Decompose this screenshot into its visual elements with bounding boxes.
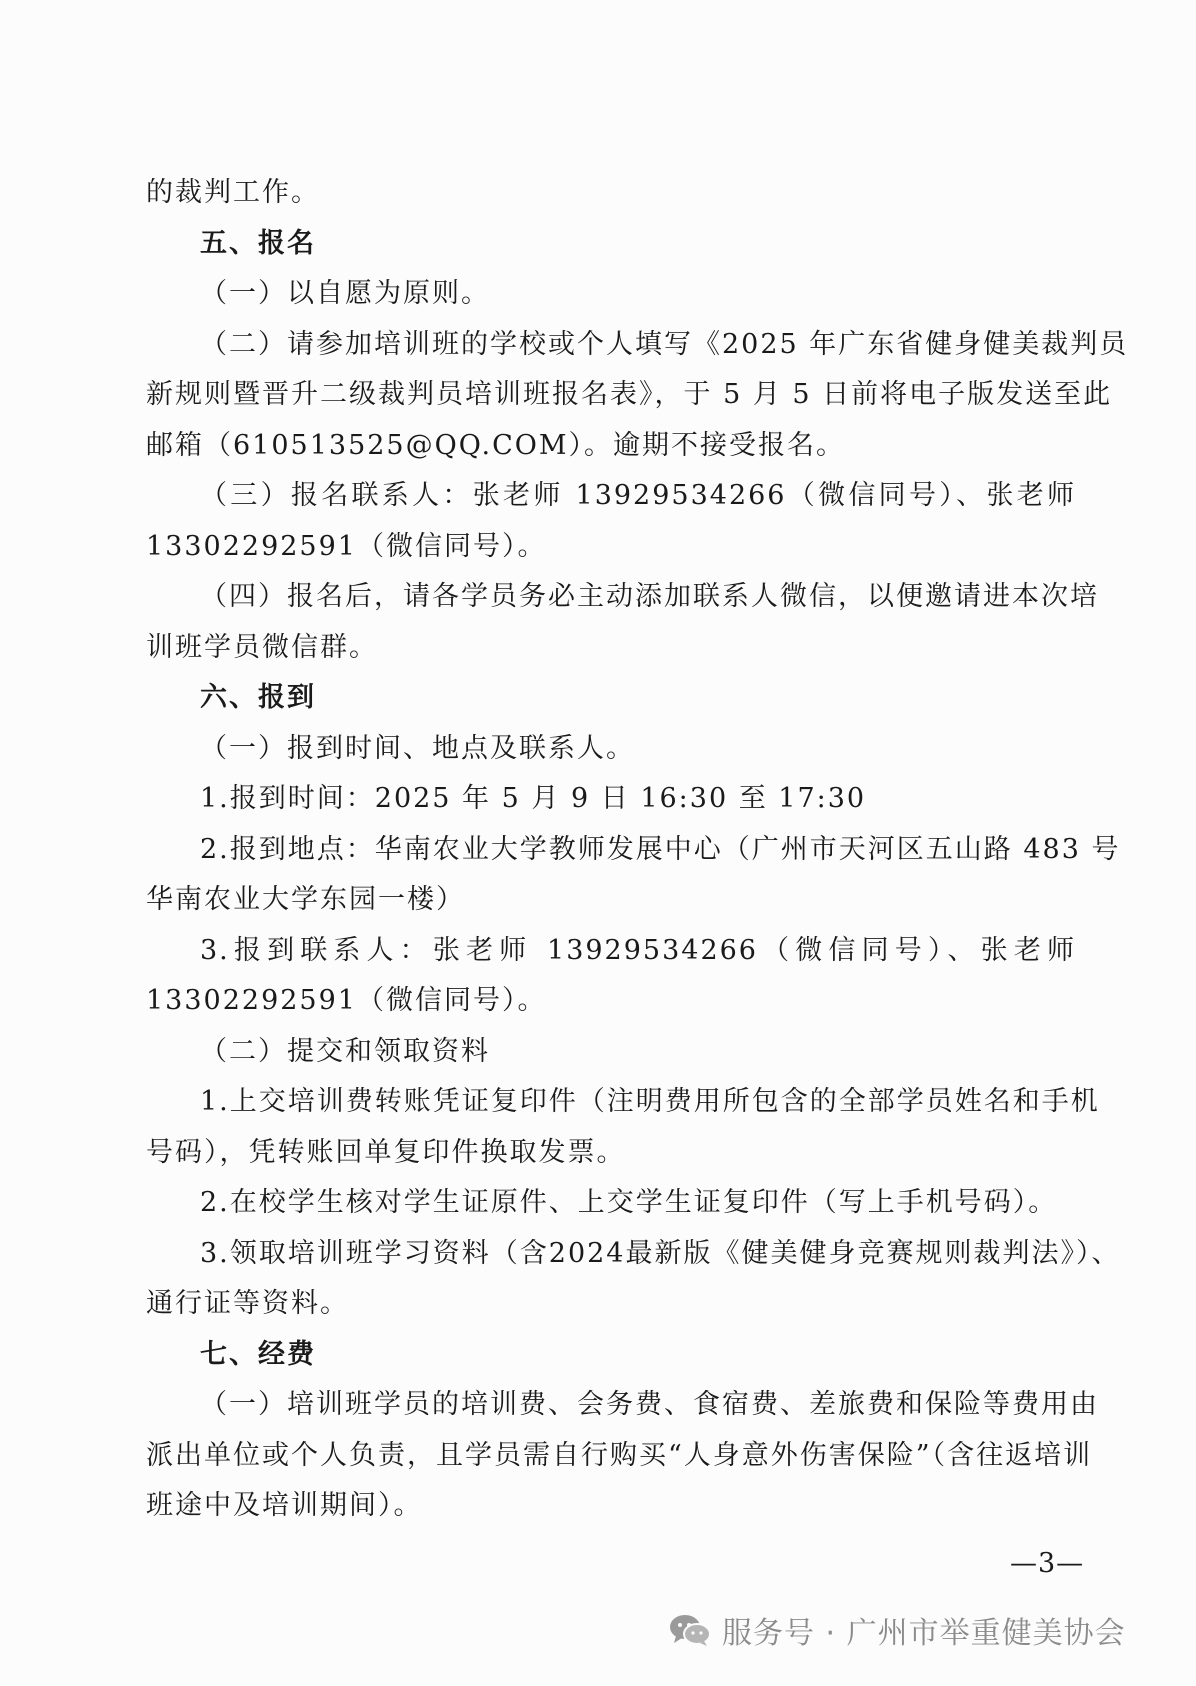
paragraph-line: 邮箱（610513525@QQ.COM）。逾期不接受报名。 bbox=[146, 429, 846, 461]
paragraph-line: （二）请参加培训班的学校或个人填写《2025 年广东省健身健美裁判员 bbox=[200, 328, 1129, 360]
paragraph-line: （一）培训班学员的培训费、会务费、食宿费、差旅费和保险等费用由 bbox=[200, 1389, 1099, 1420]
section-heading: 五、报名 bbox=[200, 227, 316, 259]
paragraph-line: 1.上交培训费转账凭证复印件（注明费用所包含的全部学员姓名和手机 bbox=[200, 1086, 1100, 1117]
paragraph-line: 的裁判工作。 bbox=[146, 177, 320, 208]
paragraph-line: 13302292591（微信同号）。 bbox=[146, 530, 547, 562]
section-heading: 六、报到 bbox=[200, 682, 316, 713]
paragraph-line: （一）报到时间、地点及联系人。 bbox=[200, 732, 635, 764]
paragraph-line: 通行证等资料。 bbox=[146, 1288, 349, 1319]
paragraph-line: 2.报到地点：华南农业大学教师发展中心（广州市天河区五山路 483 号 bbox=[200, 833, 1121, 865]
wechat-icon bbox=[668, 1612, 712, 1648]
watermark-text: 服务号 · 广州市举重健美协会 bbox=[722, 1616, 1126, 1651]
document-body bbox=[146, 168, 1129, 1532]
paragraph-line: 新规则暨晋升二级裁判员培训班报名表》，于 5 月 5 日前将电子版发送至此 bbox=[146, 379, 1113, 410]
paragraph-line: （二）提交和领取资料 bbox=[200, 1035, 490, 1067]
watermark bbox=[668, 1608, 1126, 1652]
paragraph-line: 号码），凭转账回单复印件换取发票。 bbox=[146, 1136, 626, 1168]
paragraph-line: 华南农业大学东园一楼） bbox=[146, 884, 465, 915]
paragraph-line: 1.报到时间：2025 年 5 月 9 日 16:30 至 17:30 bbox=[200, 783, 867, 814]
paragraph-line: 班途中及培训期间）。 bbox=[146, 1490, 423, 1521]
paragraph-line: （四）报名后，请各学员务必主动添加联系人微信，以便邀请进本次培 bbox=[200, 581, 1099, 612]
paragraph-line: 2.在校学生核对学生证原件、上交学生证复印件（写上手机号码）。 bbox=[200, 1187, 1058, 1218]
paragraph-line: （三）报名联系人：张老师 13929534266（微信同号）、张老师 bbox=[200, 480, 1076, 511]
paragraph-line: 3.报到联系人：张老师 13929534266（微信同号）、张老师 bbox=[200, 934, 1076, 966]
paragraph-line: 训班学员微信群。 bbox=[146, 631, 378, 663]
page-number: —3— bbox=[1010, 1548, 1085, 1579]
paragraph-line: 13302292591（微信同号）。 bbox=[146, 985, 547, 1016]
paragraph-line: 3.领取培训班学习资料（含2024最新版《健美健身竞赛规则裁判法》）、 bbox=[200, 1237, 1121, 1269]
paragraph-line: （一）以自愿为原则。 bbox=[200, 278, 490, 309]
section-heading: 七、经费 bbox=[200, 1338, 316, 1370]
paragraph-line: 派出单位或个人负责，且学员需自行购买“人身意外伤害保险”（含往返培训 bbox=[146, 1439, 1093, 1471]
